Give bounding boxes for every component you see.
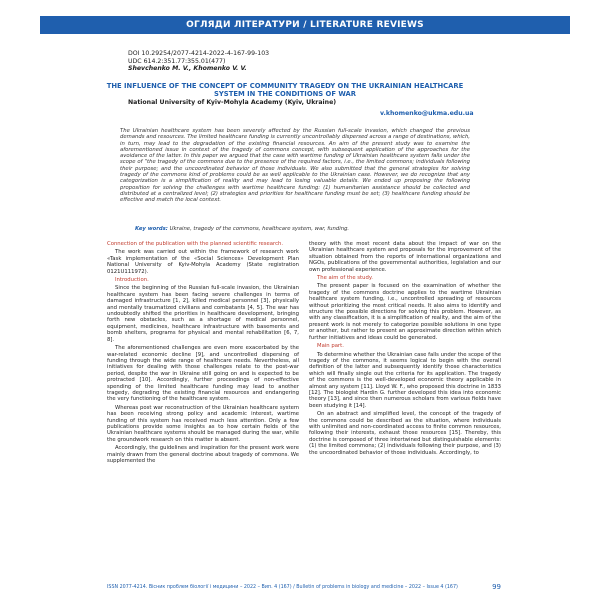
keywords (135, 226, 465, 232)
authors: Shevchenko M. V., Khomenko V. V. (128, 65, 247, 73)
body-paragraph: Since the beginning of the Russian full-scale invasion, the Ukrainian healthcare system has been facing severe challenges in terms of damaged infrastructure [1, 2], killed medical personnel [3], physically and mentally traumatized civilians and combatants [4, 5]. The war has undoubtedly shifted the priorities in healthcare development, bringing forth new obstacles, such as a shortage of medical personnel, equipment, medicines, healthcare infrastructure with basements and bomb shelters, programs for physical and mental rehabilitation [6, 7, 8]. (107, 285, 299, 343)
keywords-list: Ukraine, tragedy of the commons, healthcare system, war, funding. (169, 226, 350, 232)
abstract: The Ukrainian healthcare system has been severely affected by the Russian full-scale invasion, which changed the previous demands and resources. The limited healthcare funding is currently uncontrollably dispersed across a range of destinations, which, in turn, may lead to the degradation of the existing financial resources. An aim of the present study was to examine the aforementioned issue in context of the tragedy of commons concept, with subsequent application of the approaches for the avoidance of the latter. In this paper we argued that the case with wartime funding of Ukrainian healthcare system falls under the scope of “the tragedy of the commons due to the presence of the required factors, i.e., the limited commons; individuals following their purpose; and the uncoordinated behavior of those individuals. We also submitted that the general strategies for solving tragedy of the commons kind of problems could be as well applicable to the Ukrainian case. However, we do recognize that any categorization is a simplification of reality and may lead to losing valuable details. We ended up proposing the following proposition for solving the challenges with wartime healthcare funding: (1) humanitarian assistance should be collected and distributed at a centralized level; (2) strategies and priorities for healthcare funding must be set; (3) healthcare funding should be effective and match the local context. (120, 128, 470, 204)
article-title: THE INFLUENCE OF THE CONCEPT OF COMMUNITY TRAGEDY ON THE UKRAINIAN HEALTHCARE SYSTEM IN THE CONDITIONS OF WAR (106, 82, 464, 99)
body-paragraph: The work was carried out within the framework of research work «Task implementation of the «Social Sciences» Development Plan National University of Kyiv-Mohyla Academy (State registration 0121U111972). (107, 249, 299, 275)
body-paragraph: The aforementioned challenges are even more exacerbated by the war-related economic decline [9], and uncontrolled dispersing of funding through the wide range of healthcare needs. Nevertheless, all initiatives for dealing with those challenges relate to the post-war period, despite the war in Ukraine still going on and is expected to be protracted [10]. Accordingly, further proceedings of non-effective spending of the limited healthcare funding may lead to another tragedy, degrading the existing financial resources and endangering the very functioning of the healthcare system. (107, 345, 299, 403)
author-email[interactable]: v.khomenko@ukma.edu.ua (380, 110, 474, 117)
body-column-right (309, 241, 501, 458)
section-heading: Introduction. (115, 277, 149, 284)
body-paragraph: theory with the most recent data about the impact of war on the Ukrainian healthcare system and proposals for the improvement of the situation obtained from the reports of international organizations and NGOs, publications of the governmental authorities, legislation and our own professional experience. (309, 241, 501, 273)
article-meta (128, 50, 478, 73)
keywords-label: Key words: (135, 226, 168, 232)
section-heading: The aim of the study. (317, 275, 373, 282)
body-paragraph: Accordingly, the guidelines and inspiration for the present work were mainly drawn from the general doctrine about tragedy of commons. We supplemented the (107, 445, 299, 464)
body-paragraph: On an abstract and simplified level, the concept of the tragedy of the commons could be described as the situation, where individuals with unlimited and non-coordinated access to finite common resources, following their interests, exhaust those resources [15]. Thereby, this doctrine is composed of three intertwined but distinguishable elements: (1) the limited commons; (2) individuals following their purpose, and (3) the uncoordinated behavior of those individuals. Accordingly, to (309, 411, 501, 456)
footer-citation: ISSN 2077-4214. Вісник проблем біології і медицини – 2022 – Вип. 4 (167) / Bulletin of problems in biology and medicine – 2022 – Issue 4 (167) (107, 584, 458, 590)
doi[interactable]: DOI 10.29254/2077-4214-2022-4-167-99-103 (128, 50, 270, 57)
body-paragraph: To determine whether the Ukrainian case falls under the scope of the tragedy of the commons, it seems logical to begin with the overall definition of the latter and subsequently identify those characteristics which will finally single out the criteria for its application. The tragedy of the commons is the well-developed economic theory applicable in almost any system [11]. Lloyd W. F., who proposed this doctrine in 1833 [12]. The biologist Hardin G. further developed this idea into economic theory [13], and since then numerous scholars from various fields have been studying it [14]. (309, 351, 501, 409)
body-paragraph: Whereas post war reconstruction of the Ukrainian healthcare system has been receiving strong policy and academic interest, wartime funding of this system has received much less attention. Only a few publications provide some insights as to how certain fields of the Ukrainian healthcare systems should be managed during the war, while the groundwork research on this matter is absent. (107, 404, 299, 443)
page-number: 99 (492, 583, 501, 591)
body-paragraph: The present paper is focused on the examination of whether the tragedy of the commons doctrine applies to the wartime Ukrainian healthcare system funding, i.e., uncontrolled spreading of resources without prioritizing the most critical needs. It also aims to identify and structure the possible directions for solving this problem. However, as with any classification, it is a simplification of reality, and the aim of the present work is not merely to categorize possible solutions in one type or another, but rather to present an approximate direction within which further initiatives and ideas could be generated. (309, 283, 501, 341)
section-heading: Main part. (317, 343, 344, 350)
udc: UDC 614.2:351.77:355.01(477) (128, 57, 226, 65)
section-heading: Connection of the publication with the planned scientific research. (107, 241, 284, 247)
journal-section-header: ОГЛЯДИ ЛІТЕРАТУРИ / LITERATURE REVIEWS (40, 16, 570, 34)
body-column-left (107, 241, 299, 466)
page-footer (107, 583, 501, 591)
affiliation: National University of Kyiv-Mohyla Academy (Kyiv, Ukraine) (128, 99, 337, 106)
